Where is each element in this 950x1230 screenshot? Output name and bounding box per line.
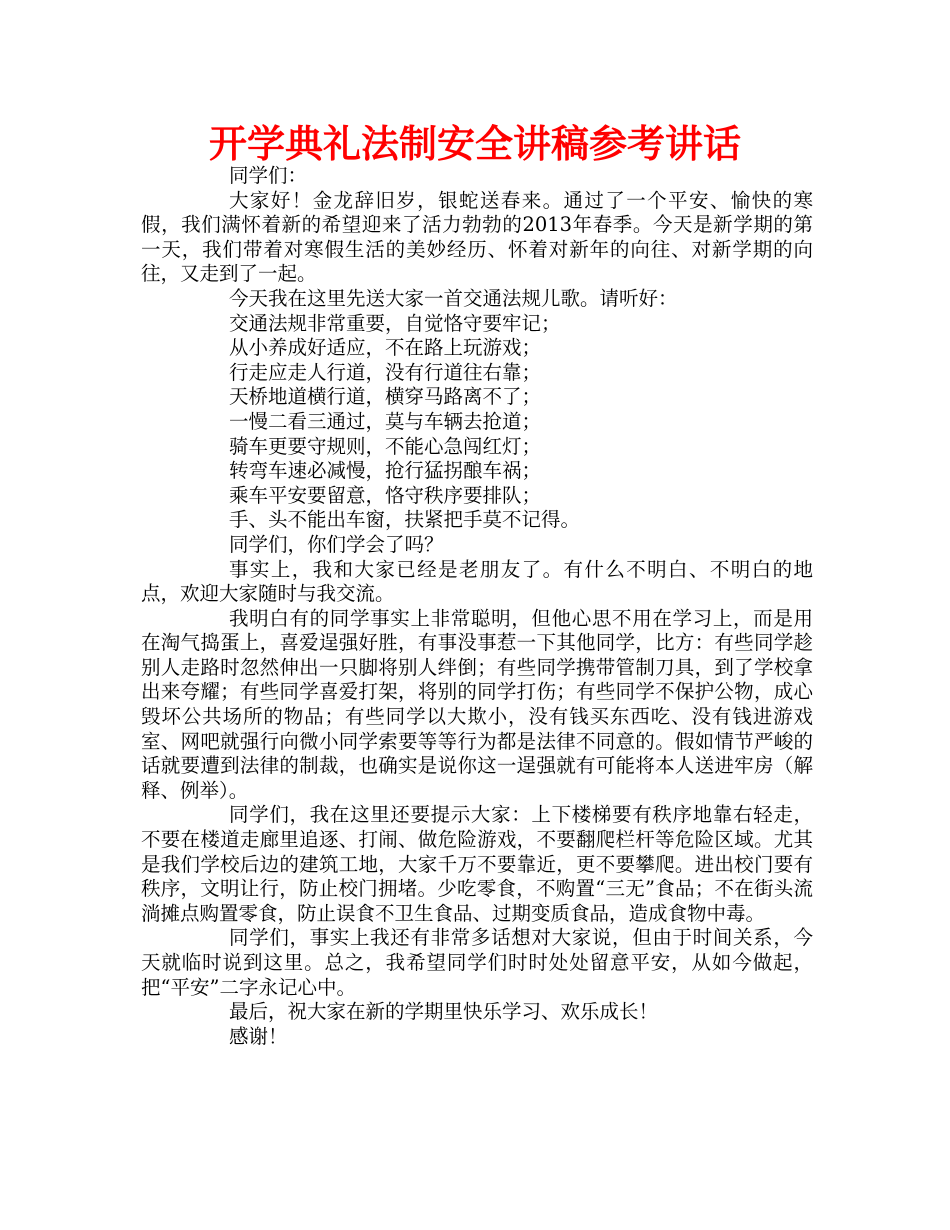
paragraph: 同学们，我在这里还要提示大家：上下楼梯要有秩序地靠右轻走，不要在楼道走廊里追逐、打闹、做危险游戏，不要翻爬栏杆等危险区域。尤其是我们学校后边的建筑工地，大家千万不要靠近，更不要攀爬。进出校门要有秩序，文明让行，防止校门拥堵。少吃零食，不购置“三无”食品；不在街头流淌摊点购置零食，防止误食不卫生食品、过期变质食品，造成食物中毒。 <box>141 803 813 925</box>
paragraph: 同学们，事实上我还有非常多话想对大家说，但由于时间关系，今天就临时说到这里。总之，我希望同学们时时处处留意平安，从如今做起，把“平安”二字永记心中。 <box>141 926 813 999</box>
paragraph: 同学们，你们学会了吗？ <box>229 532 444 556</box>
paragraph: 最后，祝大家在新的学期里快乐学习、欢乐成长！ <box>229 1000 659 1024</box>
poem-line: 一慢二看三通过，莫与车辆去抢道； <box>229 409 542 433</box>
paragraph: 大家好！金龙辞旧岁，银蛇送春来。通过了一个平安、愉快的寒假，我们满怀着新的希望迎来了活力勃勃的2013年春季。今天是新学期的第一天，我们带着对寒假生活的美妙经历、怀着对新年的向往、对新学期的向往，又走到了一起。 <box>141 188 813 286</box>
poem-line: 手、头不能出车窗，扶紧把手莫不记得。 <box>229 508 581 532</box>
poem-line: 天桥地道横行道，横穿马路离不了； <box>229 385 542 409</box>
document-title: 开学典礼法制安全讲稿参考讲话 <box>208 122 741 166</box>
poem-line: 交通法规非常重要，自觉恪守要牢记； <box>229 311 561 335</box>
paragraph: 今天我在这里先送大家一首交通法规儿歌。请听好： <box>229 286 678 310</box>
poem-line: 转弯车速必减慢，抢行猛拐酿车祸； <box>229 459 542 483</box>
paragraph: 事实上，我和大家已经是老朋友了。有什么不明白、不明白的地点，欢迎大家随时与我交流。 <box>141 557 813 606</box>
closing: 感谢！ <box>229 1024 288 1048</box>
paragraph: 我明白有的同学事实上非常聪明，但他心思不用在学习上，而是用在淘气捣蛋上，喜爱逞强好胜，有事没事惹一下其他同学，比方：有些同学趁别人走路时忽然伸出一只脚将别人绊倒；有些同学携带管制刀具，到了学校拿出来夸耀；有些同学喜爱打架，将别的同学打伤；有些同学不保护公物，成心毁坏公共场所的物品；有些同学以大欺小，没有钱买东西吃、没有钱进游戏室、网吧就强行向微小同学索要等等行为都是法律不同意的。假如情节严峻的话就要遭到法律的制裁，也确实是说你这一逞强就有可能将本人送进牢房（解释、例举）。 <box>141 606 813 802</box>
greeting: 同学们： <box>229 164 308 187</box>
poem-line: 骑车更要守规则，不能心急闯红灯； <box>229 434 542 458</box>
poem-line: 从小养成好适应，不在路上玩游戏； <box>229 336 542 360</box>
poem-line: 行走应走人行道，没有行道往右靠； <box>229 360 542 384</box>
poem-line: 乘车平安要留意，恪守秩序要排队； <box>229 483 542 507</box>
document-body <box>141 164 813 1049</box>
